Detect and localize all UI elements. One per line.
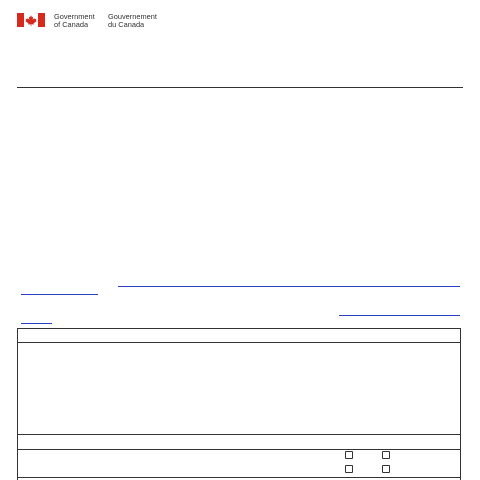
table-row-divider [18, 342, 460, 343]
hyperlink-underline[interactable] [339, 315, 460, 316]
signature-en-line1: Government [54, 12, 95, 21]
hyperlink-underline[interactable] [118, 286, 460, 287]
form-table [17, 328, 461, 480]
canada-flag-icon [17, 13, 45, 27]
checkbox-row2-no[interactable] [382, 465, 390, 473]
table-row-divider [18, 434, 460, 435]
table-row-divider [18, 477, 460, 478]
checkbox-row1-no[interactable] [382, 451, 390, 459]
signature-fr-line1: Gouvernement [108, 12, 157, 21]
checkbox-row2-yes[interactable] [345, 465, 353, 473]
signature-fr-line2: du Canada [108, 20, 145, 30]
hyperlink-underline[interactable] [21, 323, 52, 324]
government-of-canada-signature [54, 13, 95, 29]
header-divider [17, 87, 463, 88]
checkbox-row1-yes[interactable] [345, 451, 353, 459]
table-row-divider [18, 449, 460, 450]
signature-en-line2: of Canada [54, 20, 89, 30]
gouvernement-du-canada-signature [108, 13, 157, 29]
hyperlink-underline[interactable] [21, 294, 98, 295]
